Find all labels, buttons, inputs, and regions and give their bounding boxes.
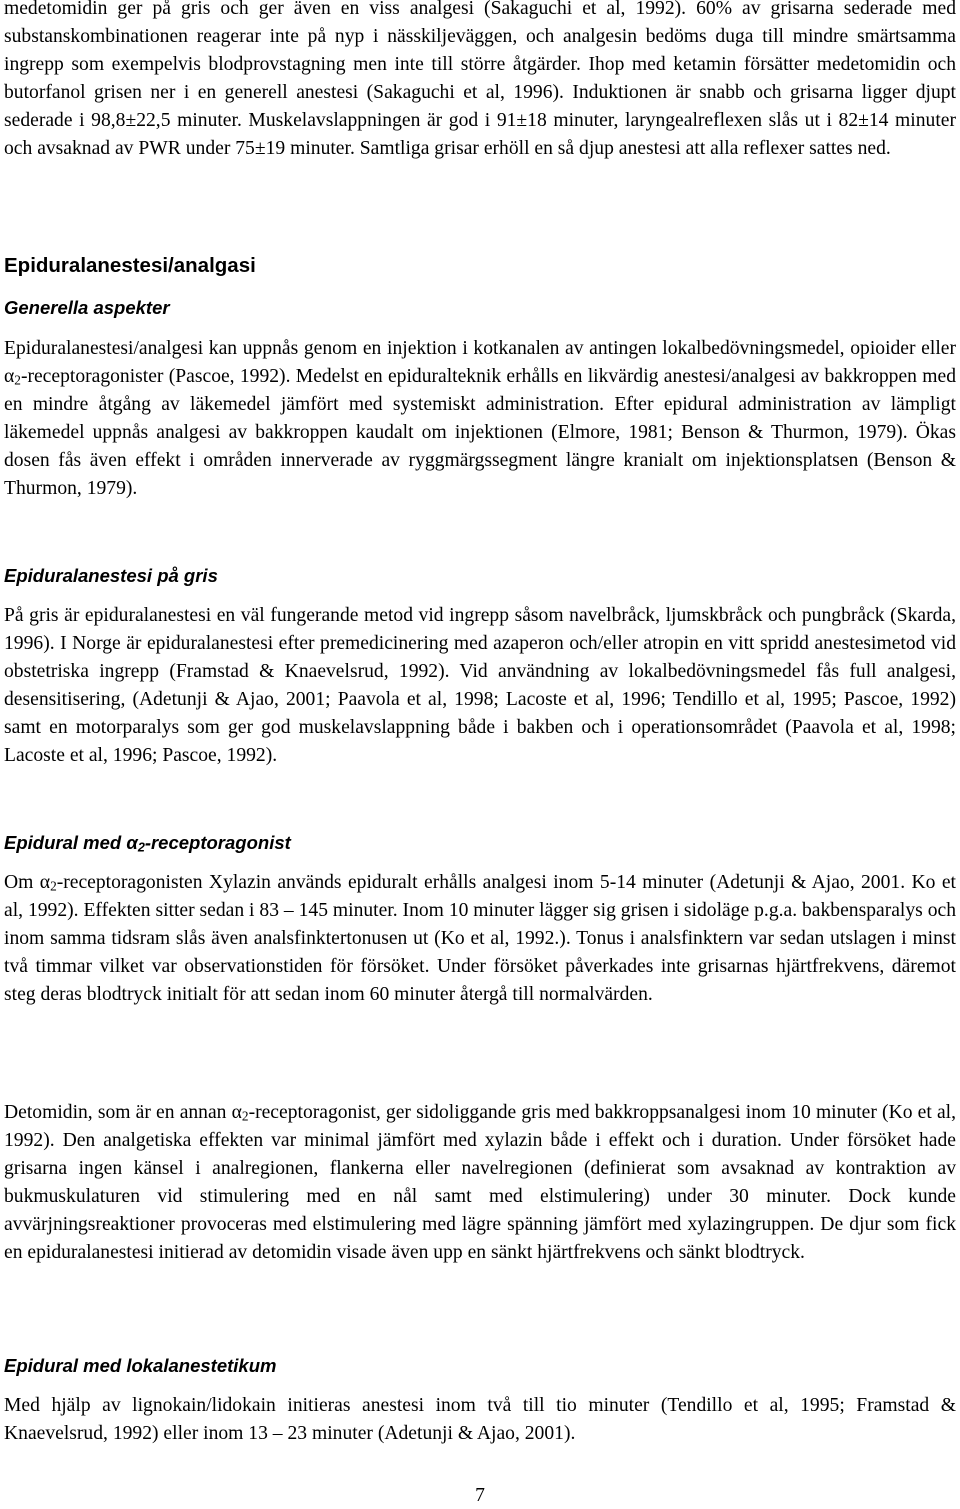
paragraph-text: Detomidin, som är en annan α xyxy=(4,1102,242,1123)
paragraph-text: Om α xyxy=(4,872,51,893)
paragraph-text: -receptoragonist, ger sidoliggande gris med bakkroppsanalgesi inom 10 minuter (Ko et al, 1992). Den analgetiska effekten var minimal jämfört med xylazin både i effekt och i duration. Under försöket hade grisarna ingen känsel i analregionen, flankerna eller navelregionen (definierat som avsaknad av kontraktion av bukmuskulaturen vid stimulering med en nål samt med elstimulering) under 30 minuter. Dock kunde avvärjningsreaktioner provoceras med elstimulering med lägre spänning jämfört med xylazingruppen. De djur som fick en epiduralanestesi initierad av detomidin visade även upp en sänkt hjärtfrekvens och sänkt blodtryck. xyxy=(4,1102,956,1263)
subheading-generella-aspekter: Generella aspekter xyxy=(4,297,170,318)
heading-epiduralanestesi-analgasi: Epiduralanestesi/analgasi xyxy=(4,254,256,277)
subheading-epidural-lokalanestetikum: Epidural med lokalanestetikum xyxy=(4,1355,277,1376)
subscript: 2 xyxy=(137,840,145,855)
paragraph-text: På gris är epiduralanestesi en väl fungerande metod vid ingrepp såsom navelbråck, ljumskbråck och pungbråck (Skarda, 1996). I Norge är epiduralanestesi efter premedicinering med azaperon och/eller atropin en vitt spridd anestesimetod vid obstetriska ingrepp (Framstad & Knaevelsrud, 1992). Vid användning av lokalbedövningsmedel fås full analgesi, desensitisering, (Adetunji & Ajao, 2001; Paavola et al, 1998; Lacoste et al, 1996; Tendillo et al, 1995; Pascoe, 1992) samt en motorparalys som ger god muskelavslappning både i bakben och i operationsområdet (Paavola et al, 1998; Lacoste et al, 1996; Pascoe, 1992). xyxy=(4,605,956,766)
paragraph-xylazin xyxy=(4,869,956,1009)
subscript: 2 xyxy=(241,1108,249,1124)
paragraph-text: -receptoragonisten Xylazin används epiduralt erhålls analgesi inom 5-14 minuter (Adetunji & Ajao, 2001. Ko et al, 1992). Effekten sitter sedan i 83 – 145 minuter. Inom 10 minuter lägger sig grisen i sidoläge p.g.a. bakbensparalys och inom samma tidsram slås även analsfinktertonusen ut (Ko et al, 1992.). Tonus i analsfinktern var sedan utslagen i minst två timmar vilket var observationstiden för försöket. Under försöket påverkades inte grisarnas hjärtfrekvens, däremot steg deras blodtryck initialt för att sedan inom 60 minuter återgå till normalvärden. xyxy=(4,872,956,1005)
subheading-epiduralanestesi-pa-gris: Epiduralanestesi på gris xyxy=(4,565,218,586)
subscript: 2 xyxy=(50,878,57,894)
paragraph-text: Med hjälp av lignokain/lidokain initieras anestesi inom två till tio minuter (Tendillo et al, 1995; Framstad & Knaevelsrud, 1992) eller inom 13 – 23 minuter (Adetunji & Ajao, 2001). xyxy=(4,1395,956,1444)
paragraph-pa-gris xyxy=(4,602,956,770)
paragraph-generella xyxy=(4,335,956,503)
paragraph-lokal xyxy=(4,1392,956,1448)
paragraph-intro xyxy=(4,0,956,163)
paragraph-text: medetomidin ger på gris och ger även en viss analgesi (Sakaguchi et al, 1992). 60% av grisarna sederade med substanskombinationen reagerar inte på nyp i nässkiljeväggen, och analgesin bedöms duga till mindre smärtsamma ingrepp som exempelvis blodprovstagning men inte till större åtgärder. Ihop med ketamin försätter medetomidin och butorfanol grisen ner i en generell anestesi (Sakaguchi et al, 1996). Induktionen är snabb och grisarna ligger djupt sederade i 98,8±22,5 minuter. Muskelavslappningen är god i 91±18 minuter, laryngealreflexen slås ut i 82±14 minuter och avsaknad av PWR under 75±19 minuter. Samtliga grisar erhöll en så djup anestesi att alla reflexer sattes ned. xyxy=(4,0,956,159)
subscript: 2 xyxy=(14,372,21,388)
paragraph-text: -receptoragonister (Pascoe, 1992). Medelst en epiduralteknik erhålls en likvärdig anestesi/analgesi av bakkroppen med en mindre åtgång av läkemedel jämfört med systemiskt administration. Efter epidural administration av lämpligt läkemedel uppnås analgesi av bakkroppen kaudalt om injektionen (Elmore, 1981; Benson & Thurmon, 1979). Ökas dosen fås även effekt i områden innerverade av ryggmärgssegment längre kranialt om injektionsplatsen (Benson & Thurmon, 1979). xyxy=(4,366,956,499)
heading-text: -receptoragonist xyxy=(144,832,291,853)
paragraph-detomidin xyxy=(4,1099,956,1267)
heading-text: Epidural med α xyxy=(4,832,138,853)
subheading-epidural-alfa2 xyxy=(4,829,291,857)
paragraph-text: Epiduralanestesi/analgesi kan uppnås genom en injektion i kotkanalen av antingen lokalbedövningsmedel, opioider eller α xyxy=(4,338,956,387)
page-number: 7 xyxy=(475,1485,485,1506)
